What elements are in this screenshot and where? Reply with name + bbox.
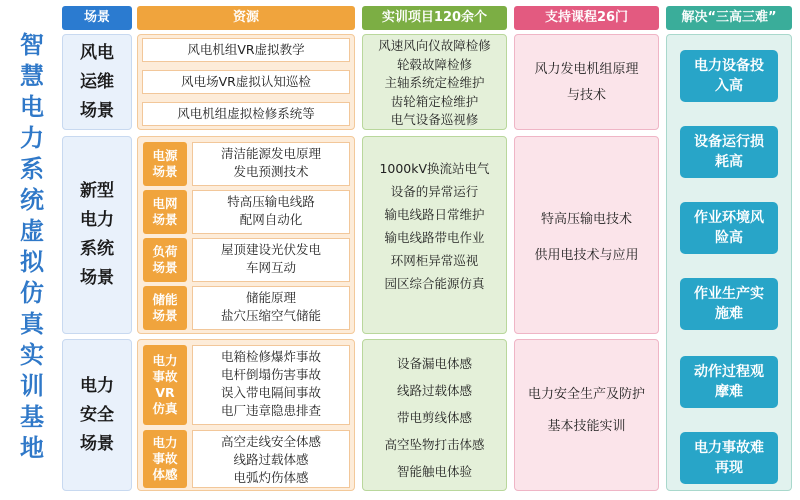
courses-wind: 风力发电机组原理 与技术: [514, 34, 659, 130]
courses-grid: 特高压输电技术 供用电技术与应用: [514, 136, 659, 334]
scene-label: 风电运维场景: [80, 42, 114, 121]
header-solve: 解决“三高三难”: [666, 6, 792, 30]
header-resources: 资源: [137, 6, 355, 30]
resource-tag: 电网场景: [143, 190, 187, 234]
resource-tag: 电力事故体感: [143, 430, 187, 488]
resource-item: 风电场VR虚拟认知巡检: [142, 70, 350, 94]
header-projects: 实训项目120余个: [362, 6, 507, 30]
resource-text: 特高压输电线路 配网自动化: [192, 190, 350, 234]
solution-box: 作业环境风险高: [680, 202, 778, 254]
scene-grid: [62, 136, 132, 334]
resource-text: 电箱检修爆炸事故 电杆倒塌伤害事故 误入带电隔间事故 电厂违章隐患排查: [192, 345, 350, 425]
scene-label: 电力安全场景: [80, 375, 114, 454]
projects-safety: 设备漏电体感 线路过载体感 带电剪线体感 高空坠物打击体感 智能触电体验: [362, 339, 507, 491]
resource-tag: 负荷场景: [143, 238, 187, 282]
header-courses: 支持课程26门: [514, 6, 659, 30]
resource-tag: 电力事故VR仿真: [143, 345, 187, 425]
side-title: 智慧电力系统虚拟仿真实训基地: [20, 31, 44, 462]
resource-item: 风电机组VR虚拟教学: [142, 38, 350, 62]
courses-safety: 电力安全生产及防护 基本技能实训: [514, 339, 659, 491]
solution-box: 作业生产实施难: [680, 278, 778, 330]
resource-text: 储能原理 盐穴压缩空气储能: [192, 286, 350, 330]
solution-box: 电力设备投入高: [680, 50, 778, 102]
solve-block: [666, 34, 792, 491]
scene-label: 新型电力系统场景: [80, 181, 114, 288]
resource-item: 风电机组虚拟检修系统等: [142, 102, 350, 126]
solution-box: 设备运行损耗高: [680, 126, 778, 178]
resource-text: 屋顶建设光伏发电 车网互动: [192, 238, 350, 282]
projects-grid: 1000kV换流站电气 设备的异常运行 输电线路日常维护 输电线路带电作业 环网柜异常巡视 园区综合能源仿真: [362, 136, 507, 334]
resource-tag: 储能场景: [143, 286, 187, 330]
header-scene: 场景: [62, 6, 132, 30]
solution-box: 电力事故难再现: [680, 432, 778, 484]
resource-text: 清洁能源发电原理 发电预测技术: [192, 142, 350, 186]
resource-tag: 电源场景: [143, 142, 187, 186]
solution-box: 动作过程观摩难: [680, 356, 778, 408]
scene-safety: [62, 339, 132, 491]
resource-text: 高空走线安全体感 线路过载体感 电弧灼伤体感: [192, 430, 350, 488]
scene-wind: [62, 34, 132, 130]
projects-wind: 风速风向仪故障检修 轮毂故障检修 主轴系统定检维护 齿轮箱定检维护 电气设备巡视修: [362, 34, 507, 130]
